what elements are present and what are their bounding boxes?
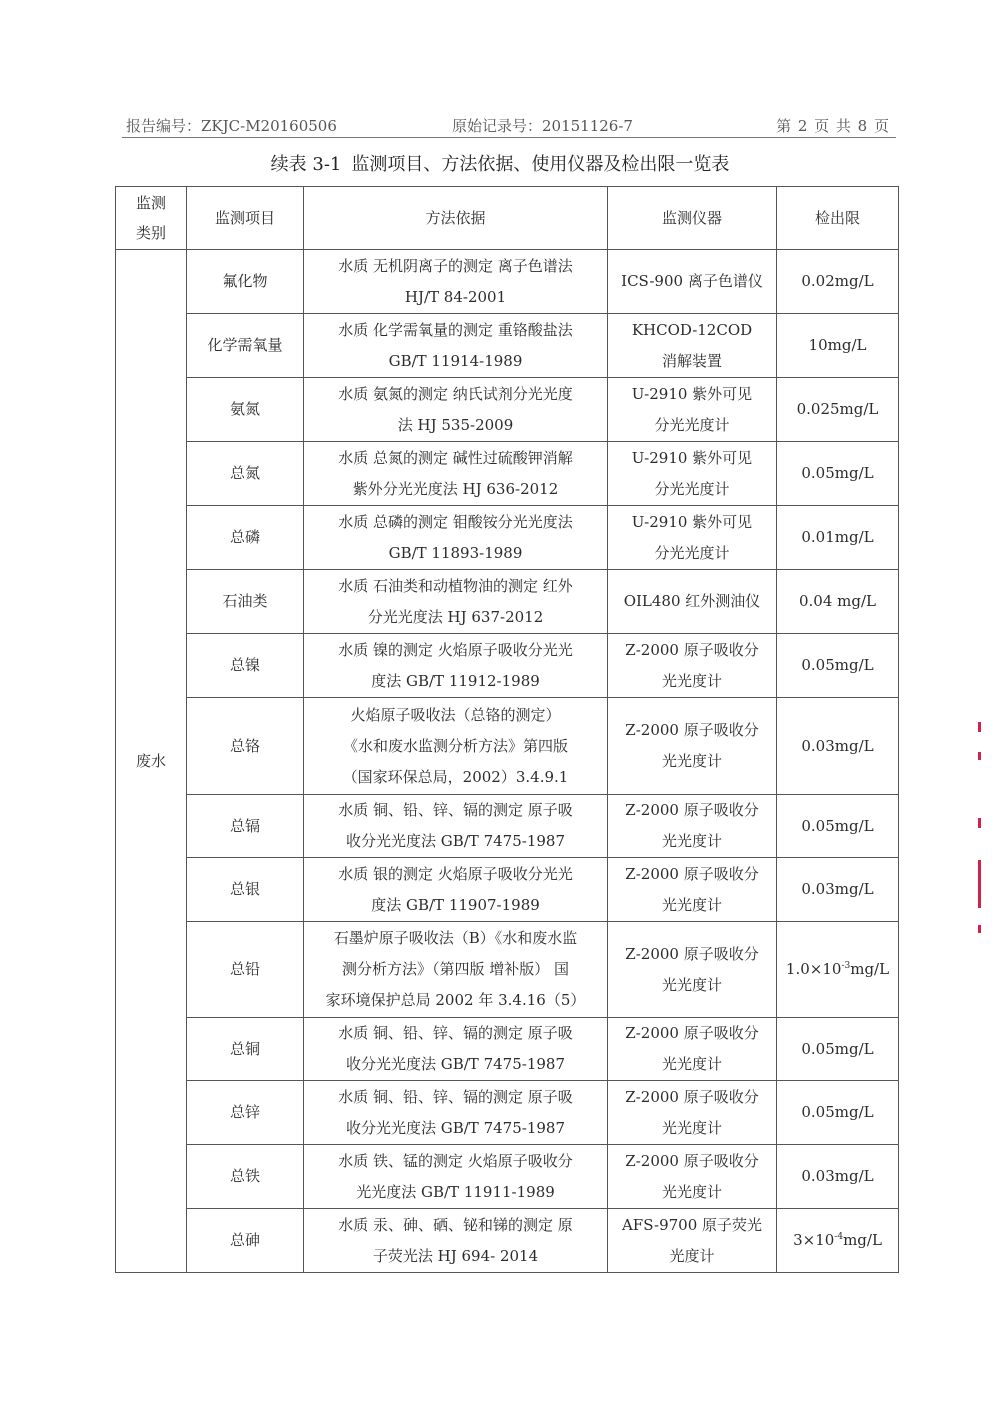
method-cell: [304, 314, 608, 378]
instrument-cell: [608, 1018, 777, 1081]
limit-cell: 0.03mg/L: [777, 1145, 899, 1209]
limit-unit: mg/L: [843, 1231, 882, 1249]
item-cell: 总磷: [187, 506, 304, 570]
method-line: 收分光光度法 GB/T 7475-1987: [345, 1055, 566, 1073]
limit-base: 3×10: [793, 1231, 835, 1249]
report-number: 报告编号：ZKJC-M20160506: [126, 117, 337, 135]
limit-cell: 0.05mg/L: [777, 442, 899, 506]
instrument-line: 光光度计: [661, 752, 722, 770]
instrument-line: KHCOD-12COD: [631, 320, 753, 339]
method-line: 家环境保护总局 2002 年 3.4.16（5）: [325, 991, 586, 1009]
table-header-row: [116, 187, 899, 250]
item-cell: 氨氮: [187, 378, 304, 442]
method-cell: [304, 1209, 608, 1273]
limit-cell: [777, 1209, 899, 1273]
header-divider: [122, 137, 896, 138]
method-line: 水质 氨氮的测定 纳氏试剂分光光度: [338, 384, 573, 403]
limit-exponent: -4: [834, 1232, 844, 1242]
table-row: [116, 250, 899, 314]
table-row: [116, 922, 899, 1018]
instrument-line: Z-2000 原子吸收分: [625, 864, 759, 883]
method-line: 水质 铜、铅、锌、镉的测定 原子吸: [338, 801, 573, 819]
stamp-edge-mark: [978, 752, 981, 760]
item-cell: 总氮: [187, 442, 304, 506]
item-cell: 总镍: [187, 634, 304, 698]
method-line: 水质 总氮的测定 碱性过硫酸钾消解: [338, 448, 573, 467]
item-cell: 总锌: [187, 1081, 304, 1145]
method-line: 水质 铜、铅、锌、镉的测定 原子吸: [338, 1024, 573, 1042]
method-cell: [304, 506, 608, 570]
instrument-cell: [608, 506, 777, 570]
item-cell: 总铅: [187, 922, 304, 1018]
item-cell: 总铜: [187, 1018, 304, 1081]
table-row: [116, 378, 899, 442]
table-row: [116, 314, 899, 378]
table-row: [116, 698, 899, 795]
instrument-line: Z-2000 原子吸收分: [625, 721, 759, 739]
header-limit: 检出限: [777, 187, 899, 250]
instrument-line: 光光度计: [661, 895, 722, 914]
item-cell: 总砷: [187, 1209, 304, 1273]
item-cell: 总铁: [187, 1145, 304, 1209]
item-cell: 总镉: [187, 795, 304, 858]
instrument-cell: [608, 378, 777, 442]
page-info: 第 2 页 共 8 页: [776, 117, 890, 135]
limit-cell: 0.025mg/L: [777, 378, 899, 442]
instrument-line: 分光光度计: [654, 479, 730, 498]
instrument-line: 光光度计: [661, 1182, 722, 1201]
instrument-line: Z-2000 原子吸收分: [625, 1024, 759, 1042]
header-instrument: 监测仪器: [608, 187, 777, 250]
method-line: 光光度法 GB/T 11911-1989: [356, 1182, 555, 1201]
table-row: [116, 506, 899, 570]
method-cell: [304, 922, 608, 1018]
method-cell: [304, 634, 608, 698]
table-row: [116, 570, 899, 634]
header-item: 监测项目: [187, 187, 304, 250]
instrument-line: 光光度计: [661, 975, 722, 994]
original-record-number: 原始记录号：20151126-7: [452, 117, 633, 135]
method-line: 子荧光法 HJ 694- 2014: [372, 1246, 539, 1265]
page-header: [122, 113, 892, 139]
method-line: 法 HJ 535-2009: [397, 415, 514, 434]
limit-cell: 0.05mg/L: [777, 1018, 899, 1081]
header-category: [116, 187, 187, 250]
header-method: 方法依据: [304, 187, 608, 250]
table-row: [116, 858, 899, 922]
method-line: 紫外分光光度法 HJ 636-2012: [352, 479, 559, 498]
table-row: [116, 1018, 899, 1081]
method-line: 水质 石油类和动植物油的测定 红外: [338, 576, 573, 595]
limit-cell: 10mg/L: [777, 314, 899, 378]
instrument-cell: [608, 314, 777, 378]
method-line: 度法 GB/T 11912-1989: [371, 671, 540, 690]
method-line: 收分光光度法 GB/T 7475-1987: [345, 832, 566, 850]
limit-cell: 0.02mg/L: [777, 250, 899, 314]
limit-cell: 0.05mg/L: [777, 795, 899, 858]
table-row: [116, 442, 899, 506]
stamp-edge-mark: [978, 818, 981, 828]
method-cell: [304, 795, 608, 858]
limit-base: 1.0×10: [785, 960, 842, 978]
instrument-line: 光光度计: [661, 1055, 722, 1073]
method-line: 测分析方法》（第四版 增补版） 国: [341, 960, 570, 978]
table-title: [0, 150, 1000, 176]
method-line: 收分光光度法 GB/T 7475-1987: [345, 1118, 566, 1137]
method-line: 水质 化学需氧量的测定 重铬酸盐法: [338, 320, 573, 339]
header-category-line2: 类别: [135, 224, 166, 242]
instrument-line: OIL480 红外测油仪: [623, 592, 761, 610]
method-cell: [304, 250, 608, 314]
instrument-cell: [608, 634, 777, 698]
method-line: 水质 总磷的测定 钼酸铵分光光度法: [338, 512, 573, 531]
instrument-line: ICS-900 离子色谱仪: [621, 272, 763, 290]
instrument-line: Z-2000 原子吸收分: [625, 944, 759, 963]
category-cell: 废水: [116, 250, 187, 1273]
instrument-line: Z-2000 原子吸收分: [625, 1087, 759, 1106]
table-title-text: 监测项目、方法依据、使用仪器及检出限一览表: [351, 154, 730, 175]
method-cell: [304, 1018, 608, 1081]
instrument-cell: [608, 922, 777, 1018]
table-row: [116, 1081, 899, 1145]
method-line: 水质 铜、铅、锌、镉的测定 原子吸: [338, 1087, 573, 1106]
instrument-line: 光光度计: [661, 671, 722, 690]
method-line: GB/T 11914-1989: [388, 351, 523, 370]
instrument-cell: [608, 250, 777, 314]
method-cell: [304, 1081, 608, 1145]
instrument-cell: [608, 698, 777, 795]
instrument-cell: [608, 1209, 777, 1273]
method-cell: [304, 378, 608, 442]
instrument-line: 光光度计: [661, 1118, 722, 1137]
stamp-edge-mark: [978, 860, 981, 908]
instrument-line: 分光光度计: [654, 415, 730, 434]
instrument-line: U-2910 紫外可见: [631, 512, 753, 531]
instrument-line: AFS-9700 原子荧光: [621, 1215, 763, 1234]
instrument-line: Z-2000 原子吸收分: [625, 1151, 759, 1170]
limit-unit: mg/L: [850, 960, 890, 978]
method-line: HJ/T 84-2001: [404, 287, 507, 306]
table-row: [116, 1145, 899, 1209]
instrument-line: 分光光度计: [654, 543, 730, 562]
instrument-cell: [608, 1081, 777, 1145]
method-line: 水质 镍的测定 火焰原子吸收分光光: [338, 640, 573, 659]
limit-cell: 0.03mg/L: [777, 858, 899, 922]
method-line: 火焰原子吸收法（总铬的测定）: [350, 705, 561, 724]
instrument-cell: [608, 1145, 777, 1209]
instrument-cell: [608, 442, 777, 506]
method-line: 分光光度法 HJ 637-2012: [367, 607, 544, 626]
limit-cell: 0.04 mg/L: [777, 570, 899, 634]
instrument-line: U-2910 紫外可见: [631, 448, 753, 467]
method-line: 度法 GB/T 11907-1989: [371, 895, 540, 914]
limit-cell: 0.01mg/L: [777, 506, 899, 570]
method-line: 《水和废水监测分析方法》第四版: [342, 736, 568, 755]
item-cell: 氟化物: [187, 250, 304, 314]
stamp-edge-mark: [978, 722, 981, 732]
header-category-line1: 监测: [135, 194, 166, 212]
instrument-line: 光光度计: [661, 832, 722, 850]
method-line: 水质 银的测定 火焰原子吸收分光光: [338, 864, 573, 883]
method-line: 石墨炉原子吸收法（B）《水和废水监: [333, 929, 578, 947]
table-row: [116, 634, 899, 698]
stamp-edge-mark: [978, 925, 981, 933]
method-line: GB/T 11893-1989: [388, 543, 523, 562]
instrument-line: 消解装置: [661, 351, 722, 370]
instrument-line: Z-2000 原子吸收分: [625, 801, 759, 819]
item-cell: 总银: [187, 858, 304, 922]
limit-cell: [777, 922, 899, 1018]
limit-cell: 0.05mg/L: [777, 634, 899, 698]
instrument-cell: [608, 858, 777, 922]
method-cell: [304, 1145, 608, 1209]
method-cell: [304, 858, 608, 922]
instrument-line: 光度计: [669, 1246, 715, 1265]
instrument-line: U-2910 紫外可见: [631, 384, 753, 403]
table-row: [116, 795, 899, 858]
method-cell: [304, 442, 608, 506]
method-cell: [304, 570, 608, 634]
method-line: （国家环保总局，2002）3.4.9.1: [342, 767, 569, 786]
limit-exponent: -3: [841, 961, 851, 971]
monitoring-table: [115, 186, 899, 1273]
item-cell: 化学需氧量: [187, 314, 304, 378]
method-line: 水质 汞、砷、硒、铋和锑的测定 原: [338, 1215, 573, 1234]
method-cell: [304, 698, 608, 795]
method-line: 水质 无机阴离子的测定 离子色谱法: [338, 256, 573, 275]
table-body: [116, 250, 899, 1273]
limit-cell: 0.03mg/L: [777, 698, 899, 795]
instrument-line: Z-2000 原子吸收分: [625, 640, 759, 659]
item-cell: 石油类: [187, 570, 304, 634]
instrument-cell: [608, 570, 777, 634]
table-row: [116, 1209, 899, 1273]
item-cell: 总铬: [187, 698, 304, 795]
limit-cell: 0.05mg/L: [777, 1081, 899, 1145]
method-line: 水质 铁、锰的测定 火焰原子吸收分: [338, 1151, 573, 1170]
instrument-cell: [608, 795, 777, 858]
table-title-label: 续表 3-1: [270, 154, 342, 175]
